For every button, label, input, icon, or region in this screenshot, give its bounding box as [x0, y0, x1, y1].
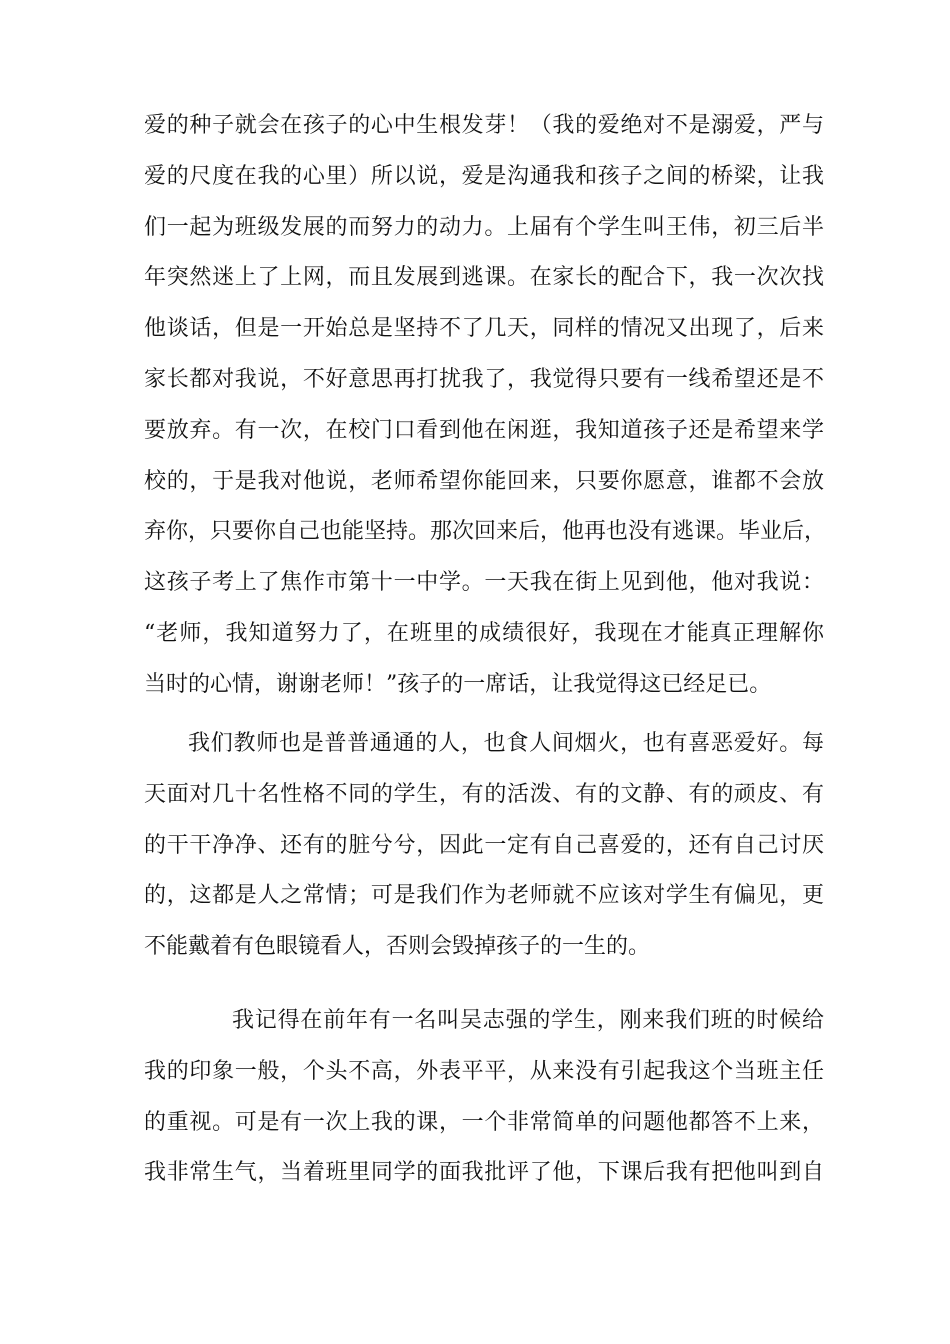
text-line: 家长都对我说，不好意思再打扰我了，我觉得只要有一线希望还是不 — [144, 366, 824, 392]
text-line: 的重视。可是有一次上我的课，一个非常简单的问题他都答不上来， — [144, 1109, 824, 1135]
text-line: 不能戴着有色眼镜看人，否则会毁掉孩子的一生的。 — [144, 934, 651, 960]
text-line: 的，这都是人之常情；可是我们作为老师就不应该对学生有偏见，更 — [144, 883, 824, 909]
text-line: 当时的心情，谢谢老师！”孩子的一席话，让我觉得这已经足已。 — [144, 671, 772, 697]
text-line: 年突然迷上了上网，而且发展到逃课。在家长的配合下，我一次次找 — [144, 265, 824, 291]
text-line: “老师，我知道努力了，在班里的成绩很好，我现在才能真正理解你 — [144, 620, 824, 646]
text-line: 这孩子考上了焦作市第十一中学。一天我在街上见到他，他对我说： — [144, 570, 824, 596]
text-line: 弃你，只要你自己也能坚持。那次回来后，他再也没有逃课。毕业后， — [144, 519, 827, 545]
text-line: 要放弃。有一次，在校门口看到他在闲逛，我知道孩子还是希望来学 — [144, 417, 824, 443]
paragraph-3 — [144, 996, 824, 1199]
text-line: 爱的种子就会在孩子的心中生根发芽！（我的爱绝对不是溺爱，严与 — [144, 113, 824, 138]
text-line: 我的印象一般，个头不高，外表平平，从来没有引起我这个当班主任 — [144, 1058, 824, 1084]
text-line: 校的，于是我对他说，老师希望你能回来，只要你愿意，谁都不会放 — [144, 468, 824, 494]
paragraph-1 — [144, 101, 827, 711]
paragraph-2 — [144, 719, 824, 973]
text-line: 们一起为班级发展的而努力的动力。上届有个学生叫王伟，初三后半 — [144, 214, 824, 240]
text-line: 天面对几十名性格不同的学生，有的活泼、有的文静、有的顽皮、有 — [144, 781, 824, 807]
text-line: 他谈话，但是一开始总是坚持不了几天，同样的情况又出现了，后来 — [144, 316, 824, 342]
text-line: 爱的尺度在我的心里）所以说，爱是沟通我和孩子之间的桥梁，让我 — [144, 163, 824, 189]
text-line: 我们教师也是普普通通的人，也食人间烟火，也有喜恶爱好。每 — [188, 731, 824, 756]
text-line: 我记得在前年有一名叫吴志强的学生，刚来我们班的时候给 — [232, 1008, 824, 1033]
text-line: 我非常生气，当着班里同学的面我批评了他，下课后我有把他叫到自 — [144, 1160, 824, 1186]
text-line: 的干干净净、还有的脏兮兮，因此一定有自己喜爱的，还有自己讨厌 — [144, 832, 824, 858]
